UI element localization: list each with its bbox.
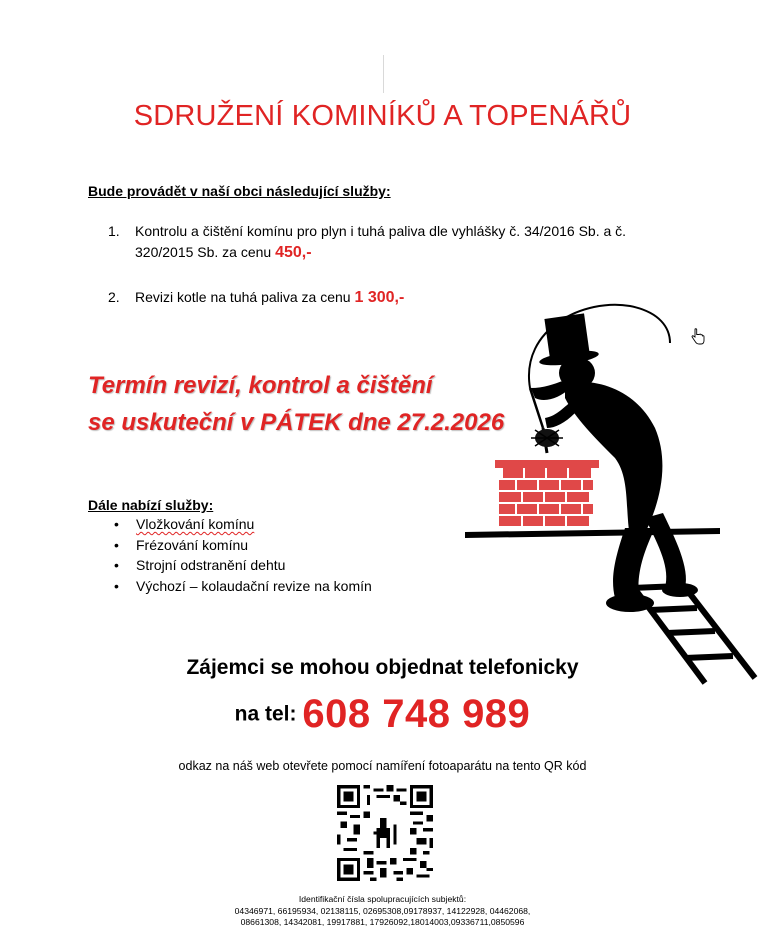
qr-instruction: odkaz na náš web otevřete pomocí namíření fotoaparátu na tento QR kód <box>178 759 587 773</box>
phone-number[interactable]: 608 748 989 <box>302 692 531 736</box>
page-title: SDRUŽENÍ KOMINÍKŮ A TOPENÁŘŮ <box>133 100 632 132</box>
list-item: • Frézování komínu <box>108 535 372 556</box>
phone-row <box>0 692 765 737</box>
hand-pointer-icon <box>690 328 706 346</box>
list-item: • Vložkování komínu <box>108 514 372 535</box>
list-item: • Výchozí – kolaudační revize na komín <box>108 576 372 597</box>
service-item-number: 2. <box>108 289 120 305</box>
brush-icon <box>531 428 563 453</box>
service-item-text-cont: 320/2015 Sb. za cenu <box>135 244 276 260</box>
term-line-1: Termín revizí, kontrol a čištění <box>88 372 433 399</box>
chimney-icon <box>495 460 599 528</box>
extra-services-list <box>108 514 372 596</box>
service-item-text: Kontrolu a čištění komínu pro plyn i tuhá paliva dle vyhlášky č. 34/2016 Sb. a č. <box>135 223 627 239</box>
service-item-text: Revizi kotle na tuhá paliva za cenu <box>135 289 355 305</box>
services-heading: Bude provádět v naší obci následující služby: <box>88 183 391 199</box>
service-item-1 <box>108 221 648 263</box>
footer-ids-line-1: 04346971, 66195934, 02138115, 02695308,09178937, 14122928, 04462068, <box>234 905 531 916</box>
phone-label: na tel: <box>234 702 303 726</box>
service-price: 1 300,- <box>354 289 405 306</box>
footer-ids-line-2: 08661308, 14342081, 19917881, 17926092,18014003,09336711,0850596 <box>240 917 525 927</box>
service-price: 450,- <box>275 244 312 261</box>
header-divider <box>383 55 384 93</box>
footer-heading: Identifikační čísla spolupracujících subjektů: <box>298 894 467 904</box>
footer <box>0 894 765 929</box>
list-item: • Strojní odstranění dehtu <box>108 555 372 576</box>
extra-services-heading: Dále nabízí služby: <box>88 497 214 513</box>
contact-heading: Zájemci se mohou objednat telefonicky <box>186 656 579 679</box>
chimney-sweep-illustration <box>465 288 765 688</box>
service-item-number: 1. <box>108 223 120 239</box>
term-line-2: se uskuteční v PÁTEK dne 27.2.2026 <box>88 409 505 436</box>
qr-code[interactable] <box>337 785 433 881</box>
